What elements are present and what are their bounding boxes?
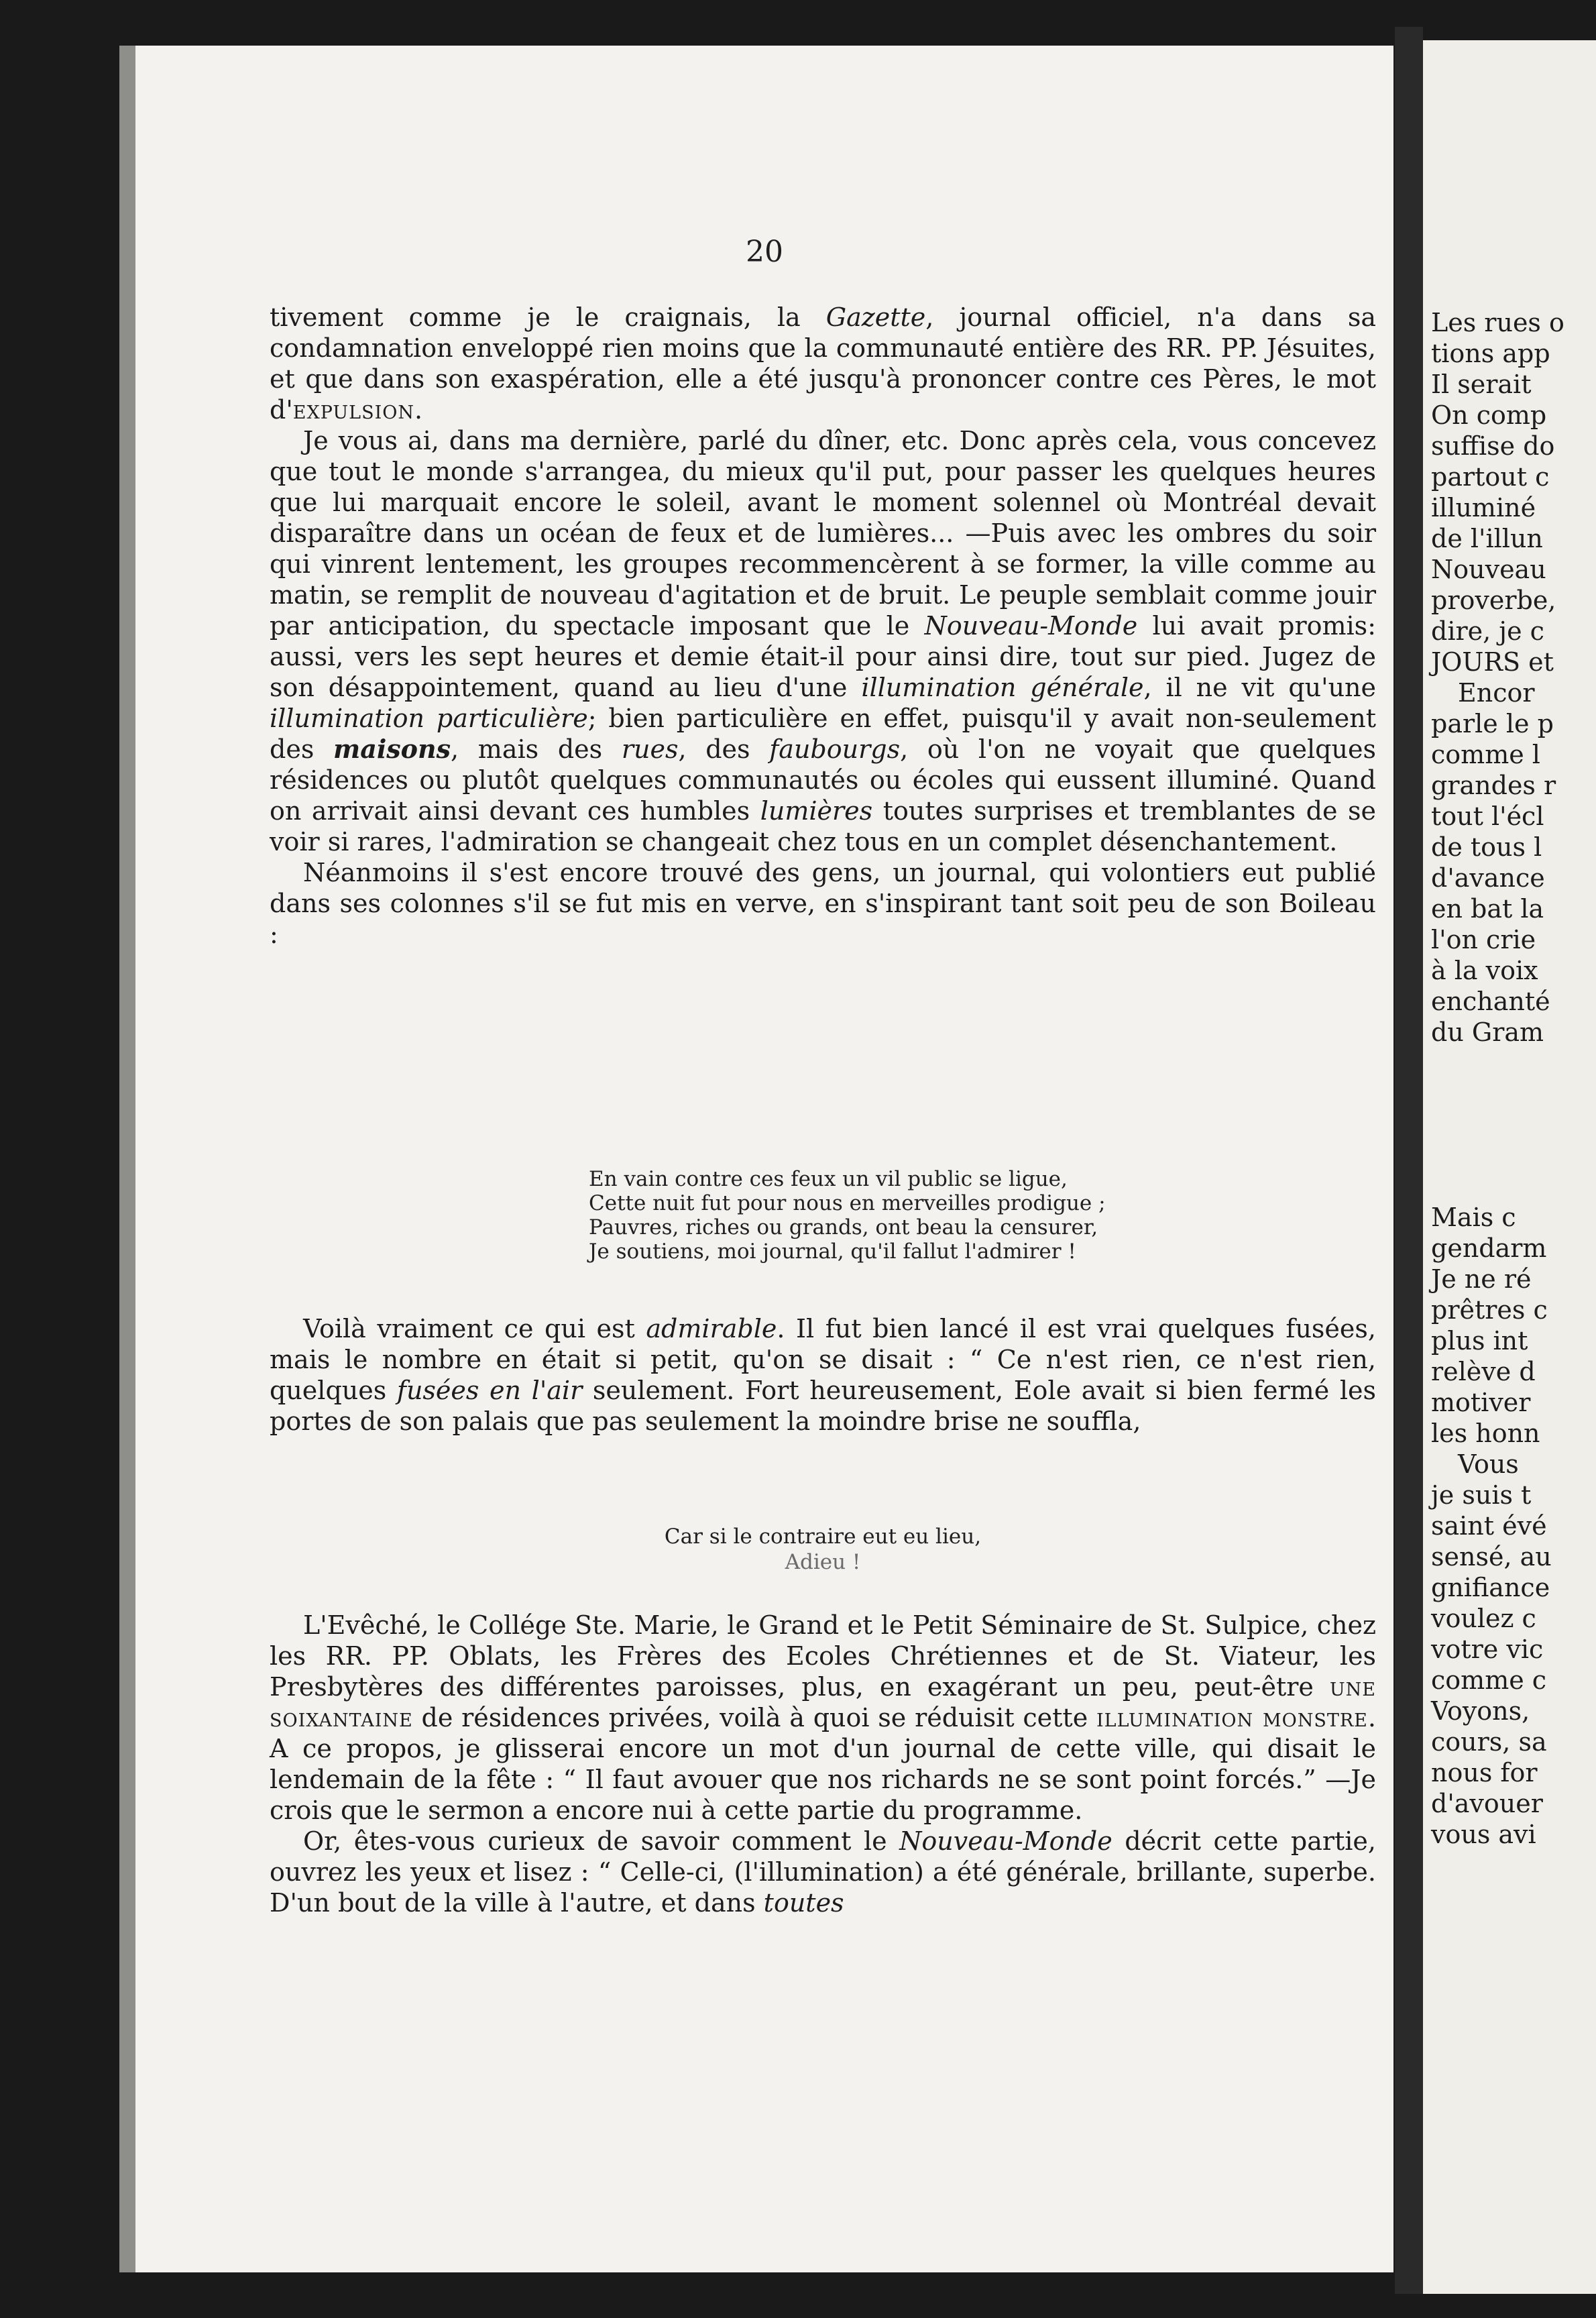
next-page-line: comme c xyxy=(1431,1665,1547,1695)
next-page-line: JOURS et xyxy=(1431,647,1554,677)
next-page-line: prêtres c xyxy=(1431,1295,1548,1325)
next-page-line: grandes r xyxy=(1431,771,1556,800)
next-page-line: proverbe, xyxy=(1431,586,1556,615)
next-page-line: relève d xyxy=(1431,1357,1536,1386)
next-page-line: en bat la xyxy=(1431,894,1544,924)
verse-line: En vain contre ces feux un vil public se ligue, xyxy=(589,1167,1068,1191)
next-page-line: cours, sa xyxy=(1431,1727,1547,1757)
next-page-line: voulez c xyxy=(1431,1604,1536,1633)
verse-line: Je soutiens, moi journal, qu'il fallut l'admirer ! xyxy=(589,1239,1076,1264)
next-page-line: comme l xyxy=(1431,740,1540,769)
next-page-line: d'avouer xyxy=(1431,1789,1543,1818)
next-page-line: gnifiance xyxy=(1431,1573,1550,1602)
next-page-line: enchanté xyxy=(1431,987,1550,1016)
next-page-line: Je ne ré xyxy=(1431,1264,1532,1294)
next-page-line: votre vic xyxy=(1431,1635,1544,1664)
next-page-line: partout c xyxy=(1431,462,1550,492)
next-page-line: l'on crie xyxy=(1431,925,1536,954)
paragraph-4: Voilà vraiment ce qui est admirable. Il fut bien lancé il est vrai quelques fusées, mais le nombre en était si petit, qu'on se disait : “ Ce n'est rien, ce n'est rien, quelques fusées en l'air seulement. Fort heureusement, Eole avait si bien fermé les portes de son palais que pas seulement la moindre brise ne souffla, xyxy=(270,1314,1376,1436)
next-page-line: d'avance xyxy=(1431,863,1545,893)
paragraph-6: Or, êtes-vous curieux de savoir comment le Nouveau-Monde décrit cette partie, ouvrez les yeux et lisez : “ Celle-ci, (l'illumination) a été générale, brillante, superbe. D'un bout de la ville à l'autre, et dans toutes xyxy=(270,1826,1377,1918)
next-page-line: suffise do xyxy=(1431,431,1555,461)
next-page-line: les honn xyxy=(1431,1419,1540,1448)
verse-quote-1 xyxy=(589,1167,1259,1264)
next-page-line: Vous xyxy=(1458,1449,1519,1479)
next-page-line: tions app xyxy=(1431,339,1550,368)
verse-quote-2 xyxy=(270,1524,1376,1578)
next-page-line: motiver xyxy=(1431,1388,1531,1417)
page-number: 20 xyxy=(746,235,783,269)
next-page-line: sensé, au xyxy=(1431,1542,1552,1571)
next-page-line: parle le p xyxy=(1431,709,1554,738)
next-page-line: saint évé xyxy=(1431,1511,1547,1541)
next-page-line: vous avi xyxy=(1431,1820,1536,1849)
next-page-line: dire, je c xyxy=(1431,616,1544,646)
next-page-line: Les rues o xyxy=(1431,308,1564,337)
next-page-line: de l'illun xyxy=(1431,524,1543,553)
paragraph-1: tivement comme je le craignais, la Gazette, journal officiel, n'a dans sa condamnation enveloppé rien moins que la communauté entière des RR. PP. Jésuites, et que dans son exaspération, elle a été jusqu'à prononcer contre ces Pères, le mot d'expulsion. xyxy=(270,302,1376,425)
next-page-edge xyxy=(1423,40,1596,2294)
next-page-line: tout l'écl xyxy=(1431,802,1544,831)
verse-line: Pauvres, riches ou grands, ont beau la censurer, xyxy=(589,1215,1098,1239)
paragraph-3: Néanmoins il s'est encore trouvé des gens, un journal, qui volontiers eut publié dans ses colonnes s'il se fut mis en verve, en s'inspirant tant soit peu de son Boileau : xyxy=(270,858,1376,949)
next-page-line: plus int xyxy=(1431,1326,1528,1356)
paragraph-5: L'Evêché, le Collége Ste. Marie, le Grand et le Petit Séminaire de St. Sulpice, chez les RR. PP. Oblats, les Frères des Ecoles Chrétiennes et de St. Viateur, les Presbytères des différentes paroisses, plus, en exagérant un peu, peut-être une soixantaine de résidences privées, voilà à quoi se réduisit cette illumination monstre. A ce propos, je glisserai encore un mot d'un journal de cette ville, qui disait le lendemain de la fête : “ Il faut avouer que nos richards ne se sont point forcés.” —Je crois que le sermon a encore nui à cette partie du programme. xyxy=(270,1610,1376,1825)
next-page-line: du Gram xyxy=(1431,1017,1544,1047)
next-page-line: Nouveau xyxy=(1431,555,1546,584)
page-text-middle xyxy=(270,1313,1376,1437)
page-text-top xyxy=(270,302,1376,950)
next-page-line: de tous l xyxy=(1431,832,1542,862)
verse-line: Cette nuit fut pour nous en merveilles prodigue ; xyxy=(589,1191,1106,1215)
next-page-line: à la voix xyxy=(1431,956,1538,985)
page-text-bottom xyxy=(270,1610,1376,1918)
paragraph-2: Je vous ai, dans ma dernière, parlé du dîner, etc. Donc après cela, vous concevez que tout le monde s'arrangea, du mieux qu'il put, pour passer les quelques heures que lui marquait encore le soleil, avant le moment solennel où Montréal devait disparaître dans un océan de feux et de lumières... —Puis avec les ombres du soir qui vinrent lentement, les groupes recommencèrent à se former, la ville comme au matin, se remplit de nouveau d'agitation et de bruit. Le peuple semblait comme jouir par anticipation, du spectacle imposant que le Nouveau-Monde lui avait promis: aussi, vers les sept heures et demie était-il pour ainsi dire, tout sur pied. Jugez de son désappointement, quand au lieu d'une illumination générale, il ne vit qu'une illumination particulière; bien particulière en effet, puisqu'il y avait non-seulement des maisons, mais des rues, des faubourgs, où l'on ne voyait que quelques résidences ou plutôt quelques communautés ou écoles qui eussent illuminé. Quand on arrivait ainsi devant ces humbles lumières toutes surprises et tremblantes de se voir si rares, l'admiration se changeait chez tous en un complet désenchantement. xyxy=(270,426,1377,857)
next-page-text xyxy=(1423,307,1564,1850)
next-page-line: illuminé xyxy=(1431,493,1536,522)
book-gutter xyxy=(1395,27,1423,2294)
next-page-line: nous for xyxy=(1431,1758,1538,1787)
next-page-line: Il serait xyxy=(1431,370,1532,399)
next-page-line: Encor xyxy=(1458,678,1535,708)
next-page-line: Voyons, xyxy=(1431,1696,1530,1726)
verse-line: Adieu ! xyxy=(785,1550,861,1574)
next-page-line: On comp xyxy=(1431,400,1547,430)
next-page-line: je suis t xyxy=(1431,1480,1532,1510)
next-page-line: Mais c xyxy=(1431,1203,1516,1232)
next-page-line: gendarm xyxy=(1431,1233,1547,1263)
verse-line: Car si le contraire eut eu lieu, xyxy=(664,1525,982,1549)
